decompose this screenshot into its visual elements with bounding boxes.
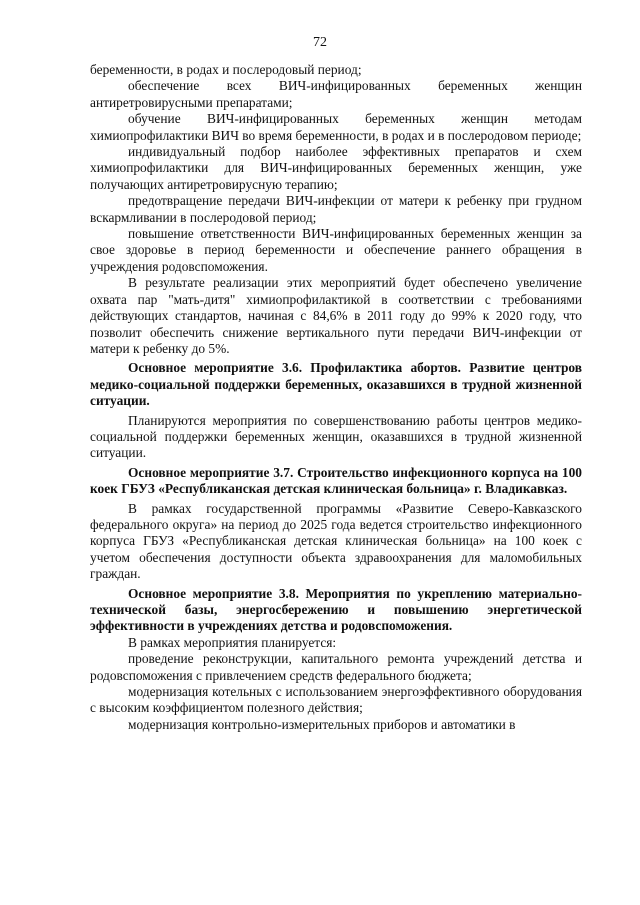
- list-item-breastfeeding-prevention: предотвращение передачи ВИЧ-инфекции от матери к ребенку при грудном вскармливании в послеродовой период;: [90, 193, 582, 225]
- list-item-individual-selection: индивидуальный подбор наиболее эффективных препаратов и схем химиопрофилактики для ВИЧ-инфицированных беременных женщин, уже получающих антиретровирусную терапию;: [90, 144, 582, 192]
- heading-measure-3-6: Основное мероприятие 3.6. Профилактика абортов. Развитие центров медико-социальной поддержки беременных, оказавшихся в трудной жизненной ситуации.: [90, 360, 582, 409]
- heading-measure-3-7: Основное мероприятие 3.7. Строительство инфекционного корпуса на 100 коек ГБУЗ «Республиканская детская клиническая больница» г. Владикавказ.: [90, 464, 582, 497]
- list-item-instrumentation: модернизация контрольно-измерительных приборов и автоматики в: [128, 716, 516, 732]
- paragraph-continuation: беременности, в родах и послеродовый период;: [90, 62, 362, 77]
- document-body: [90, 62, 582, 733]
- paragraph-results: В результате реализации этих мероприятий будет обеспечено увеличение охвата пар "мать-дитя" химиопрофилактикой в соответствии с требованиями действующих стандартов, начиная с 84,6% в 2011 году до 99% к 2020 году, что позволит обеспечить снижение вертикального пути передачи ВИЧ-инфекции от матери к ребенку до 5%.: [90, 275, 582, 356]
- list-item-training: обучение ВИЧ-инфицированных беременных женщин методам химиопрофилактики ВИЧ во время беременности, в родах и в послеродовом периоде;: [90, 111, 582, 143]
- paragraph-measure-3-7: В рамках государственной программы «Развитие Северо-Кавказского федерального округа» на период до 2025 года ведется строительство инфекционного корпуса ГБУЗ «Республиканская детская клиническая больница» на 100 коек с учетом обеспечения доступности объекта здравоохранения для маломобильных граждан.: [90, 500, 582, 582]
- list-item-boiler-modernization: модернизация котельных с использованием энергоэффективного оборудования с высоким коэффициентом полезного действия;: [90, 684, 582, 716]
- paragraph-planned-intro: В рамках мероприятия планируется:: [128, 634, 337, 650]
- list-item-art-provision: обеспечение всех ВИЧ-инфицированных беременных женщин антиретровирусными препаратами;: [90, 78, 582, 110]
- list-item-responsibility: повышение ответственности ВИЧ-инфицированных беременных женщин за свое здоровье в период беременности и обеспечение раннего обращения в учреждения родовспоможения.: [90, 226, 582, 274]
- heading-measure-3-8: Основное мероприятие 3.8. Мероприятия по укреплению материально-технической базы, энергосбережению и повышению энергетической эффективности в учреждениях детства и родовспоможения.: [90, 585, 582, 634]
- page-number: 72: [313, 35, 327, 50]
- paragraph-measure-3-6: Планируются мероприятия по совершенствованию работы центров медико-социальной поддержки беременных женщин, оказавшихся в трудной жизненной ситуации.: [90, 412, 582, 461]
- list-item-reconstruction: проведение реконструкции, капитального ремонта учреждений детства и родовспоможения с привлечением средств федерального бюджета;: [90, 651, 582, 683]
